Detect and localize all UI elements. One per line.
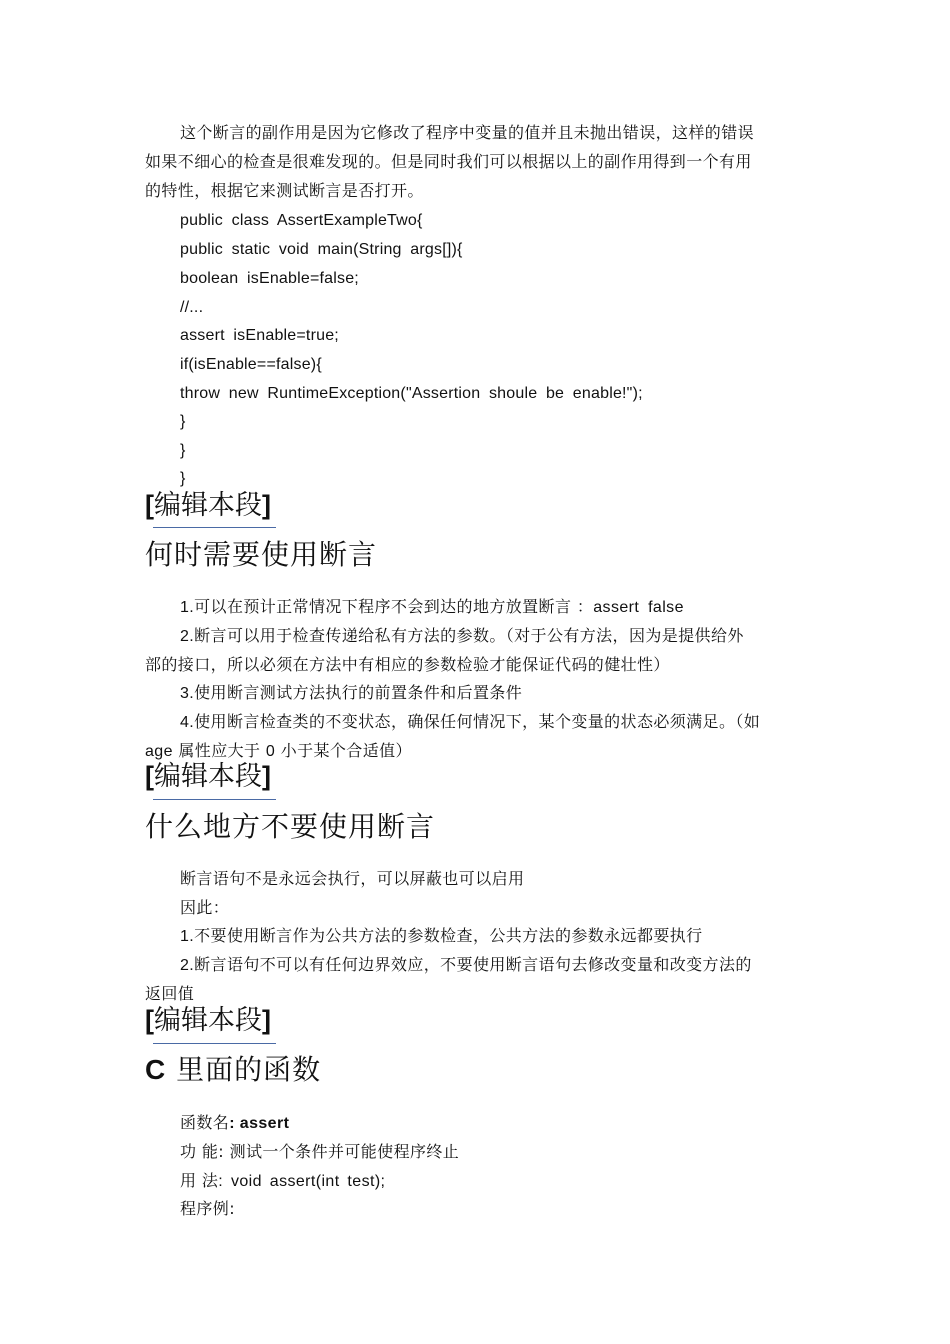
edit-link-underline [153,799,276,800]
edit-link-label: 编辑本段 [154,490,262,521]
code-line-3: boolean isEnable=false; [180,270,359,287]
code-line-2: public static void main(String args[]){ [180,241,463,258]
fn-name-row: 函数名: assert [180,1113,290,1132]
fn-example-row: 程序例: [180,1199,235,1218]
section1-item-2-line-1: 2.断言可以用于检查传递给私有方法的参数。（对于公有方法，因为是提供给外 [180,626,744,645]
section-title-when-to-use: 何时需要使用断言 [145,538,378,571]
code-line-5: assert isEnable=true; [180,327,339,344]
code-line-10: } [180,470,186,487]
code-line-4: //... [180,299,204,316]
section2-line-2: 因此： [180,898,230,917]
intro-line-2: 如果不细心的检查是很难发现的。但是同时我们可以根据以上的副作用得到一个有用 [145,152,752,171]
edit-link-open-bracket: [ [145,490,154,520]
section1-item-1: 1.可以在预计正常情况下程序不会到达的地方放置断言 ：assert false [180,597,684,616]
section-title-where-not-to-use: 什么地方不要使用断言 [145,810,436,843]
section2-item-2-line-2: 返回值 [145,984,195,1003]
edit-section-link-3[interactable]: [编辑本段] [145,1005,271,1036]
section2-line-1: 断言语句不是永远会执行，可以屏蔽也可以启用 [180,869,525,888]
section2-item-1: 1.不要使用断言作为公共方法的参数检查，公共方法的参数永远都要执行 [180,926,703,945]
edit-link-close-bracket: ] [262,490,271,520]
intro-line-3: 的特性，根据它来测试断言是否打开。 [145,181,424,200]
section1-item-3: 3.使用断言测试方法执行的前置条件和后置条件 [180,683,523,702]
code-line-1: public class AssertExampleTwo{ [180,212,423,229]
section1-item-2-line-2: 部的接口，所以必须在方法中有相应的参数检验才能保证代码的健壮性） [145,655,670,674]
code-line-9: } [180,442,186,459]
edit-link-underline [153,1043,276,1044]
section1-item-4-line-2: age 属性应大于 0 小于某个合适值） [145,741,412,760]
code-line-7: throw new RuntimeException("Assertion shoule be enable!"); [180,385,643,402]
edit-section-link-1[interactable] [145,488,271,523]
fn-usage-row: 用 法: void assert(int test); [180,1171,386,1190]
intro-line-1: 这个断言的副作用是因为它修改了程序中变量的值并且未抛出错误，这样的错误 [180,123,755,142]
fn-function-row: 功 能: 测试一个条件并可能使程序终止 [180,1142,460,1161]
code-line-6: if(isEnable==false){ [180,356,322,373]
edit-link-underline [153,527,276,528]
section1-item-4-line-1: 4.使用断言检查类的不变状态，确保任何情况下，某个变量的状态必须满足。（如 [180,712,761,731]
section2-item-2-line-1: 2.断言语句不可以有任何边界效应，不要使用断言语句去修改变量和改变方法的 [180,955,752,974]
section-title-c-functions: C 里面的函数 [145,1053,322,1086]
code-line-8: } [180,413,186,430]
edit-section-link-2[interactable]: [编辑本段] [145,761,271,792]
